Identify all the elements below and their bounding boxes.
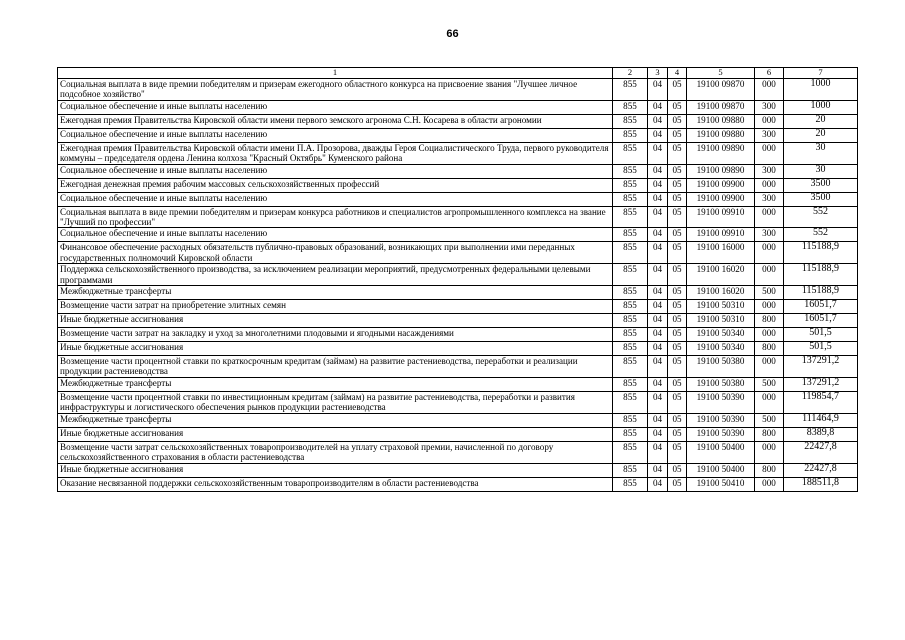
table-row [58, 314, 858, 328]
table-row [58, 228, 858, 242]
target-article-cell: 19100 09910 [687, 228, 755, 242]
table-row [58, 264, 858, 286]
target-article-cell: 19100 50400 [687, 463, 755, 477]
amount-cell: 22427,8 [784, 441, 858, 463]
ministry-code-cell: 855 [613, 391, 648, 413]
subsection-code-cell: 05 [668, 477, 687, 491]
table-row [58, 286, 858, 300]
target-article-cell: 19100 50310 [687, 300, 755, 314]
section-code-cell: 04 [648, 264, 668, 286]
row-name-cell: Социальное обеспечение и иные выплаты населению [58, 192, 613, 206]
expense-type-cell: 800 [755, 314, 784, 328]
section-code-cell: 04 [648, 441, 668, 463]
column-header: 4 [668, 68, 687, 79]
expense-type-cell: 800 [755, 342, 784, 356]
row-name-cell: Ежегодная премия Правительства Кировской области имени первого земского агронома С.Н. Косарева в области агрономии [58, 114, 613, 128]
section-code-cell: 04 [648, 192, 668, 206]
subsection-code-cell: 05 [668, 328, 687, 342]
subsection-code-cell: 05 [668, 100, 687, 114]
expense-type-cell: 500 [755, 286, 784, 300]
row-name-cell: Межбюджетные трансферты [58, 413, 613, 427]
target-article-cell: 19100 09890 [687, 164, 755, 178]
expense-type-cell: 000 [755, 328, 784, 342]
target-article-cell: 19100 50390 [687, 413, 755, 427]
target-article-cell: 19100 50400 [687, 441, 755, 463]
ministry-code-cell: 855 [613, 356, 648, 378]
target-article-cell: 19100 09900 [687, 178, 755, 192]
table-row [58, 328, 858, 342]
expense-type-cell: 000 [755, 441, 784, 463]
subsection-code-cell: 05 [668, 342, 687, 356]
expense-type-cell: 000 [755, 79, 784, 101]
row-name-cell: Возмещение части процентной ставки по инвестиционным кредитам (займам) на развитие растениеводства, переработки и развития инфраструктуры и логистического обеспечения рынков продукции растениеводства [58, 391, 613, 413]
subsection-code-cell: 05 [668, 142, 687, 164]
amount-cell: 111464,9 [784, 413, 858, 427]
expense-type-cell: 300 [755, 192, 784, 206]
ministry-code-cell: 855 [613, 142, 648, 164]
target-article-cell: 19100 09880 [687, 114, 755, 128]
table-row [58, 178, 858, 192]
table-row [58, 413, 858, 427]
ministry-code-cell: 855 [613, 314, 648, 328]
ministry-code-cell: 855 [613, 100, 648, 114]
table-row [58, 164, 858, 178]
ministry-code-cell: 855 [613, 128, 648, 142]
amount-cell: 188511,8 [784, 477, 858, 491]
amount-cell: 3500 [784, 192, 858, 206]
section-code-cell: 04 [648, 228, 668, 242]
section-code-cell: 04 [648, 391, 668, 413]
subsection-code-cell: 05 [668, 441, 687, 463]
target-article-cell: 19100 16020 [687, 264, 755, 286]
budget-table [57, 67, 858, 492]
ministry-code-cell: 855 [613, 264, 648, 286]
subsection-code-cell: 05 [668, 300, 687, 314]
table-row [58, 463, 858, 477]
section-code-cell: 04 [648, 427, 668, 441]
subsection-code-cell: 05 [668, 242, 687, 264]
table-row [58, 427, 858, 441]
row-name-cell: Иные бюджетные ассигнования [58, 342, 613, 356]
row-name-cell: Иные бюджетные ассигнования [58, 427, 613, 441]
expense-type-cell: 000 [755, 391, 784, 413]
expense-type-cell: 000 [755, 114, 784, 128]
row-name-cell: Иные бюджетные ассигнования [58, 463, 613, 477]
row-name-cell: Ежегодная премия Правительства Кировской области имени П.А. Прозорова, дважды Героя Социалистического Труда, первого руководителя коммуны – председателя ордена Ленина колхоза "Красный Октябрь" Куменского района [58, 142, 613, 164]
row-name-cell: Возмещение части затрат сельскохозяйственных товаропроизводителей на уплату страховой премии, начисленной по договору сельскохозяйственного страхования в области растениеводства [58, 441, 613, 463]
subsection-code-cell: 05 [668, 391, 687, 413]
row-name-cell: Социальное обеспечение и иные выплаты населению [58, 164, 613, 178]
row-name-cell: Социальная выплата в виде премии победителям и призерам конкурса работников и специалистов агропромышленного комплекса на звание "Лучший по профессии" [58, 206, 613, 228]
expense-type-cell: 500 [755, 413, 784, 427]
section-code-cell: 04 [648, 286, 668, 300]
ministry-code-cell: 855 [613, 164, 648, 178]
table-row [58, 79, 858, 101]
section-code-cell: 04 [648, 79, 668, 101]
amount-cell: 552 [784, 206, 858, 228]
amount-cell: 16051,7 [784, 314, 858, 328]
expense-type-cell: 000 [755, 142, 784, 164]
target-article-cell: 19100 09880 [687, 128, 755, 142]
row-name-cell: Возмещение части процентной ставки по краткосрочным кредитам (займам) на развитие растениеводства, переработки и реализации продукции растениеводства [58, 356, 613, 378]
amount-cell: 20 [784, 128, 858, 142]
expense-type-cell: 000 [755, 356, 784, 378]
ministry-code-cell: 855 [613, 79, 648, 101]
ministry-code-cell: 855 [613, 286, 648, 300]
column-header: 5 [687, 68, 755, 79]
section-code-cell: 04 [648, 114, 668, 128]
table-row [58, 441, 858, 463]
table-body [58, 79, 858, 492]
target-article-cell: 19100 09870 [687, 100, 755, 114]
column-header: 1 [58, 68, 613, 79]
subsection-code-cell: 05 [668, 413, 687, 427]
row-name-cell: Финансовое обеспечение расходных обязательств публично-правовых образований, возникающих при выполнении ими переданных государственных полномочий Кировской области [58, 242, 613, 264]
subsection-code-cell: 05 [668, 206, 687, 228]
amount-cell: 20 [784, 114, 858, 128]
section-code-cell: 04 [648, 463, 668, 477]
row-name-cell: Иные бюджетные ассигнования [58, 314, 613, 328]
amount-cell: 137291,2 [784, 377, 858, 391]
amount-cell: 119854,7 [784, 391, 858, 413]
subsection-code-cell: 05 [668, 79, 687, 101]
amount-cell: 501,5 [784, 342, 858, 356]
expense-type-cell: 000 [755, 300, 784, 314]
amount-cell: 30 [784, 164, 858, 178]
ministry-code-cell: 855 [613, 441, 648, 463]
amount-cell: 3500 [784, 178, 858, 192]
table-row [58, 100, 858, 114]
section-code-cell: 04 [648, 342, 668, 356]
ministry-code-cell: 855 [613, 427, 648, 441]
expense-type-cell: 800 [755, 427, 784, 441]
target-article-cell: 19100 50380 [687, 377, 755, 391]
section-code-cell: 04 [648, 477, 668, 491]
target-article-cell: 19100 50410 [687, 477, 755, 491]
page-number: 66 [446, 28, 459, 40]
amount-cell: 552 [784, 228, 858, 242]
expense-type-cell: 300 [755, 228, 784, 242]
row-name-cell: Социальное обеспечение и иные выплаты населению [58, 100, 613, 114]
amount-cell: 115188,9 [784, 264, 858, 286]
subsection-code-cell: 05 [668, 377, 687, 391]
row-name-cell: Возмещение части затрат на приобретение элитных семян [58, 300, 613, 314]
column-header: 3 [648, 68, 668, 79]
subsection-code-cell: 05 [668, 228, 687, 242]
ministry-code-cell: 855 [613, 477, 648, 491]
expense-type-cell: 000 [755, 178, 784, 192]
expense-type-cell: 800 [755, 463, 784, 477]
expense-type-cell: 000 [755, 242, 784, 264]
section-code-cell: 04 [648, 328, 668, 342]
ministry-code-cell: 855 [613, 328, 648, 342]
target-article-cell: 19100 09870 [687, 79, 755, 101]
amount-cell: 30 [784, 142, 858, 164]
section-code-cell: 04 [648, 300, 668, 314]
expense-type-cell: 500 [755, 377, 784, 391]
table-row [58, 342, 858, 356]
ministry-code-cell: 855 [613, 192, 648, 206]
amount-cell: 8389,8 [784, 427, 858, 441]
expense-type-cell: 000 [755, 206, 784, 228]
table-row [58, 114, 858, 128]
subsection-code-cell: 05 [668, 164, 687, 178]
target-article-cell: 19100 50310 [687, 314, 755, 328]
subsection-code-cell: 05 [668, 128, 687, 142]
amount-cell: 16051,7 [784, 300, 858, 314]
ministry-code-cell: 855 [613, 242, 648, 264]
subsection-code-cell: 05 [668, 286, 687, 300]
column-header: 7 [784, 68, 858, 79]
target-article-cell: 19100 09890 [687, 142, 755, 164]
ministry-code-cell: 855 [613, 300, 648, 314]
table-row [58, 300, 858, 314]
section-code-cell: 04 [648, 178, 668, 192]
ministry-code-cell: 855 [613, 178, 648, 192]
section-code-cell: 04 [648, 356, 668, 378]
ministry-code-cell: 855 [613, 228, 648, 242]
target-article-cell: 19100 09900 [687, 192, 755, 206]
expense-type-cell: 300 [755, 128, 784, 142]
subsection-code-cell: 05 [668, 314, 687, 328]
section-code-cell: 04 [648, 242, 668, 264]
amount-cell: 22427,8 [784, 463, 858, 477]
target-article-cell: 19100 50380 [687, 356, 755, 378]
ministry-code-cell: 855 [613, 463, 648, 477]
row-name-cell: Социальное обеспечение и иные выплаты населению [58, 128, 613, 142]
target-article-cell: 19100 50390 [687, 391, 755, 413]
ministry-code-cell: 855 [613, 413, 648, 427]
ministry-code-cell: 855 [613, 377, 648, 391]
table-row [58, 356, 858, 378]
section-code-cell: 04 [648, 128, 668, 142]
table-row [58, 192, 858, 206]
subsection-code-cell: 05 [668, 463, 687, 477]
section-code-cell: 04 [648, 206, 668, 228]
expense-type-cell: 000 [755, 477, 784, 491]
subsection-code-cell: 05 [668, 356, 687, 378]
section-code-cell: 04 [648, 413, 668, 427]
table-header-row [58, 68, 858, 79]
table-row [58, 206, 858, 228]
row-name-cell: Межбюджетные трансферты [58, 286, 613, 300]
expense-type-cell: 300 [755, 100, 784, 114]
column-header: 6 [755, 68, 784, 79]
subsection-code-cell: 05 [668, 427, 687, 441]
row-name-cell: Поддержка сельскохозяйственного производства, за исключением реализации мероприятий, предусмотренных федеральными целевыми программами [58, 264, 613, 286]
column-header: 2 [613, 68, 648, 79]
table-row [58, 377, 858, 391]
subsection-code-cell: 05 [668, 178, 687, 192]
expense-type-cell: 300 [755, 164, 784, 178]
table-row [58, 477, 858, 491]
amount-cell: 137291,2 [784, 356, 858, 378]
row-name-cell: Социальное обеспечение и иные выплаты населению [58, 228, 613, 242]
section-code-cell: 04 [648, 377, 668, 391]
ministry-code-cell: 855 [613, 206, 648, 228]
row-name-cell: Оказание несвязанной поддержки сельскохозяйственным товаропроизводителям в области растениеводства [58, 477, 613, 491]
row-name-cell: Социальная выплата в виде премии победителям и призерам ежегодного областного конкурса на присвоение звания "Лучшее личное подсобное хозяйство" [58, 79, 613, 101]
row-name-cell: Межбюджетные трансферты [58, 377, 613, 391]
target-article-cell: 19100 16000 [687, 242, 755, 264]
ministry-code-cell: 855 [613, 342, 648, 356]
target-article-cell: 19100 16020 [687, 286, 755, 300]
section-code-cell: 04 [648, 100, 668, 114]
row-name-cell: Возмещение части затрат на закладку и уход за многолетними плодовыми и ягодными насаждениями [58, 328, 613, 342]
amount-cell: 1000 [784, 100, 858, 114]
target-article-cell: 19100 50340 [687, 328, 755, 342]
amount-cell: 1000 [784, 79, 858, 101]
table-row [58, 242, 858, 264]
row-name-cell: Ежегодная денежная премия рабочим массовых сельскохозяйственных профессий [58, 178, 613, 192]
table-row [58, 142, 858, 164]
amount-cell: 115188,9 [784, 286, 858, 300]
target-article-cell: 19100 50390 [687, 427, 755, 441]
subsection-code-cell: 05 [668, 192, 687, 206]
section-code-cell: 04 [648, 314, 668, 328]
target-article-cell: 19100 09910 [687, 206, 755, 228]
expense-type-cell: 000 [755, 264, 784, 286]
subsection-code-cell: 05 [668, 264, 687, 286]
table-row [58, 391, 858, 413]
table-row [58, 128, 858, 142]
section-code-cell: 04 [648, 164, 668, 178]
subsection-code-cell: 05 [668, 114, 687, 128]
section-code-cell: 04 [648, 142, 668, 164]
ministry-code-cell: 855 [613, 114, 648, 128]
amount-cell: 501,5 [784, 328, 858, 342]
amount-cell: 115188,9 [784, 242, 858, 264]
target-article-cell: 19100 50340 [687, 342, 755, 356]
